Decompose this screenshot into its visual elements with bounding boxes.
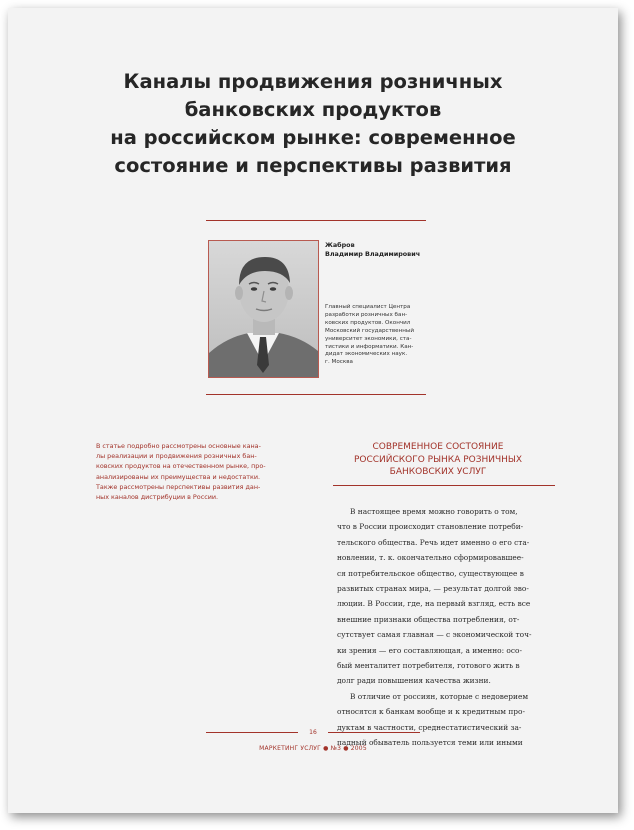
author-name (325, 241, 420, 259)
body-line: люции. В России, где, на первый взгляд, есть все (337, 599, 531, 609)
footer-rule-left (206, 732, 298, 733)
section-heading (338, 441, 538, 479)
author-given-names: Владимир Владимирович (325, 250, 421, 258)
author-bio (325, 304, 443, 367)
section-heading-line: БАНКОВСКИХ УСЛУГ (389, 467, 487, 478)
author-surname: Жабров (325, 241, 355, 249)
article-title (8, 68, 618, 180)
author-bio-line: тистики и информатики. Кан- (325, 343, 414, 350)
abstract-line: лы реализации и продвижения розничных бан- (96, 452, 257, 461)
author-bio-line: ковских продуктов. Окончил (325, 319, 411, 326)
body-line: бый менталитет потребителя, готового жить в (337, 661, 520, 671)
body-line: относятся к банкам вообще и к кредитным про- (337, 707, 525, 717)
body-line: долг ради повышения качества жизни. (337, 676, 491, 686)
body-line: новлении, т. к. окончательно сформировавшее- (337, 553, 524, 563)
body-line: падный обыватель пользуется теми или иными (337, 738, 523, 748)
abstract-line: анализированы их преимущества и недостатки. (96, 472, 261, 481)
abstract-line: В статье подробно рассмотрены основные кана- (96, 442, 261, 450)
author-photo (208, 240, 319, 378)
page-number: 16 (309, 729, 317, 736)
author-bio-line: дидат экономических наук. (325, 351, 408, 358)
article-body (337, 504, 555, 751)
author-bio-line: университет экономики, ста- (325, 335, 412, 342)
section-heading-line: СОВРЕМЕННОЕ СОСТОЯНИЕ (372, 442, 504, 452)
title-line: Каналы продвижения розничных (123, 70, 503, 93)
section-divider (333, 485, 555, 486)
divider-top (206, 220, 426, 221)
divider-middle (206, 394, 426, 395)
title-line: банковских продуктов (184, 98, 442, 121)
article-abstract (96, 441, 321, 502)
body-line: сутствует самая главная — с экономической точ- (337, 630, 532, 640)
body-line: развитых странах мира, — результат долгой эво- (337, 584, 529, 594)
section-heading-line: РОССИЙСКОГО РЫНКА РОЗНИЧНЫХ (353, 454, 523, 465)
author-bio-line: Московский государственный (325, 327, 414, 334)
body-line: тельского общества. Речь идет именно о его ста- (337, 537, 530, 547)
abstract-line: ковских продуктов на отечественном рынке, про- (96, 462, 266, 471)
title-line: состояние и перспективы развития (114, 154, 512, 177)
body-line: В отличие от россиян, которые с недоверием (350, 691, 529, 701)
body-line: внешние признаки общества потребления, от- (337, 614, 520, 624)
author-bio-line: Главный специалист Центра (325, 304, 411, 310)
abstract-line: Также рассмотрены перспективы развития дан- (96, 482, 261, 491)
title-line: на российском рынке: современное (110, 126, 516, 149)
body-line: ки зрения — его составляющая, а именно: осо- (337, 645, 522, 655)
body-line: ся потребительское общество, существующее в (337, 568, 524, 578)
author-bio-line: разработки розничных бан- (325, 311, 408, 318)
body-line: дуктам в частности, среднестатистический за- (337, 722, 522, 732)
body-line: В настоящее время можно говорить о том, (350, 507, 518, 516)
body-line: что в России происходит становление потреби- (337, 522, 524, 532)
abstract-line: ных каналов дистрибуции в России. (96, 493, 219, 502)
footer-rule-right (328, 732, 420, 733)
author-bio-line: г. Москва (325, 359, 353, 366)
document-page (8, 8, 618, 813)
author-portrait-image (209, 241, 318, 377)
journal-footer: МАРКЕТИНГ УСЛУГ ● №3 ● 2005 (259, 745, 367, 752)
